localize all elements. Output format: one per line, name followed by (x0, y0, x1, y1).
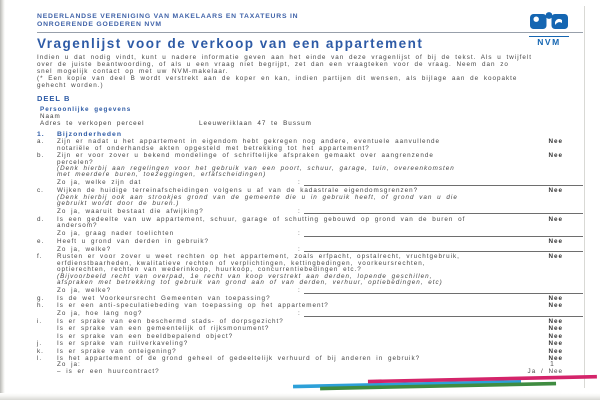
fill-in-line (304, 236, 583, 237)
question-letter: a. (37, 138, 45, 146)
question-note: met meerdere buren, toezeggingen, erfafscheidingen) (57, 171, 267, 179)
question-text: Is de wet Voorkeursrecht Gemeenten van toepassing? (57, 294, 271, 302)
organization-name-line2: ONROERENDE GOEDEREN NVM (37, 20, 162, 28)
question-text: Is er sprake van een beschermd stads- of dorpsgezicht? (57, 317, 284, 325)
question-list (37, 139, 583, 375)
followup-question: – is er een huurcontract? (57, 367, 160, 375)
question-text: Is er sprake van een gemeentelijk of rijksmonument? (57, 325, 270, 333)
question-text: andersom? (57, 222, 98, 230)
section-1-heading (37, 131, 583, 138)
page-number: 1 (550, 361, 554, 368)
scan-edge-bottom (0, 393, 600, 400)
followup-label: Zo ja, welke? (57, 245, 112, 253)
fill-in-line (304, 251, 583, 252)
answer-value: Nee (548, 253, 563, 261)
fill-in-line (304, 213, 583, 214)
followup-answer-value: Ja / Nee (527, 367, 563, 375)
followup-row (57, 247, 583, 254)
question-text: Is er sprake van ruilverkaveling? (57, 340, 189, 348)
address-value: Leeuweriklaan 47 te Bussum (199, 119, 312, 127)
answer-value: Nee (548, 317, 563, 325)
question-text: optierechten, rechten van wederinkoop, huurkoop, concurrentiebedingen etc.? (57, 266, 362, 274)
page-title: Vragenlijst voor de verkoop van een appartement (37, 36, 424, 51)
nvm-logo-icon (529, 10, 569, 32)
question-row-f (37, 254, 583, 294)
followup-label: Zo ja, hoe lang nog? (57, 310, 143, 318)
header-divider (37, 32, 583, 33)
followup-row (57, 180, 583, 187)
section-1-title: Bijzonderheden (57, 131, 122, 139)
question-row-h (37, 303, 583, 318)
name-label: Naam (40, 112, 61, 120)
question-text: erfdienstbaarheden, kwalitatieve rechten of verplichtingen, kettingbedingen, voorkeursrechten, (57, 259, 426, 267)
question-text: Wijken de huidige terreinafscheidingen volgens u af van de kadastrale eigendomsgrenzen? (57, 187, 419, 195)
followup-label: Zo ja, graag nader toelichten (57, 229, 175, 237)
question-letter: d. (37, 215, 45, 223)
scan-line-right (584, 6, 585, 388)
fill-in-line (304, 293, 583, 294)
question-letter: j. (37, 340, 43, 348)
followup-row (57, 311, 583, 318)
fill-in-line (304, 185, 583, 186)
question-note: gebruikt wordt door de buren.) (57, 199, 180, 207)
question-text: Is het appartement of de grond geheel of gedeeltelijk verhuurd of bij anderen in gebruik? (57, 354, 421, 362)
followup-question-row (57, 369, 583, 375)
followup-row (57, 209, 583, 216)
deel-b-heading: DEEL B (37, 94, 71, 103)
question-text: Is er sprake van een beeldbepalend object? (57, 332, 234, 340)
question-letter (37, 326, 57, 332)
intro-line: over de juiste beantwoording, of als u een vraag niet begrijpt, zet dan een vraagteken voor de vraag. Neem dan zo (37, 61, 509, 68)
organization-name-line1: NEDERLANDSE VERENIGING VAN MAKELAARS EN TAXATEURS IN (37, 13, 299, 20)
question-note: (Bijvoorbeeld recht van overpad, 1e recht van koop verstrekt aan derden, lopende geschillen, (57, 272, 433, 280)
question-row-e (37, 239, 583, 254)
followup-row (57, 288, 583, 295)
followup-label: Zo ja, welke zijn dat (57, 179, 142, 187)
question-row-b (37, 153, 583, 187)
answer-value: Nee (548, 138, 563, 146)
fill-in-line (304, 316, 583, 317)
followup-colon: : (298, 245, 301, 253)
answer-value: Nee (548, 187, 563, 195)
question-letter: e. (37, 237, 45, 245)
intro-line: (* Een kopie van deel B wordt verstrekt aan de koper en kan, indien partijen dit wensen, als bijlage aan de koopakte (37, 75, 518, 82)
followup-intro: Zo ja: (57, 361, 81, 369)
question-letter: h. (37, 302, 45, 310)
question-letter: i. (37, 317, 43, 325)
intro-line: Indien u dat nodig vindt, kunt u nadere informatie geven aan het einde van deze vragenlijst of bij de tekst. Als u twijfelt (37, 54, 532, 61)
question-text: notariële of onderhandse akten opgesteld met betrekking tot het appartement? (57, 144, 370, 152)
answer-value: Nee (548, 302, 563, 310)
question-text: Is er sprake van onteigening? (57, 347, 177, 355)
answer-value: Nee (548, 347, 563, 355)
answer-value: Nee (548, 294, 563, 302)
answer-value: Nee (548, 325, 563, 333)
question-row-j (37, 341, 583, 347)
question-letter: b. (37, 152, 45, 160)
answer-value: Nee (548, 340, 563, 348)
followup-label: Zo ja, waaruit bestaat die afwijking? (57, 207, 204, 215)
answer-value: Nee (548, 237, 563, 245)
followup-row (57, 231, 583, 238)
followup-colon: : (298, 179, 301, 187)
question-note: (Denk hierbij aan regelingen voor het gebruik van een poort, schuur, garage, tuin, overeenkomsten (57, 165, 455, 173)
address-label: Adres te verkopen perceel (40, 119, 145, 127)
followup-colon: : (298, 310, 301, 318)
followup-label: Zo ja, welke? (57, 286, 112, 294)
question-letter: g. (37, 294, 45, 302)
answer-value: Nee (548, 354, 563, 362)
followup-colon: : (298, 207, 301, 215)
question-letter: f. (37, 253, 43, 261)
question-row-c (37, 188, 583, 216)
question-text: Rusten er voor zover u weet rechten op het appartement, zoals erfpacht, opstalrecht, vruchtgebruik, (57, 253, 460, 261)
intro-line: gehecht worden.) (37, 82, 104, 89)
question-text: Is een gedeelte van uw appartement, schuur, garage of schutting gebouwd op grond van de buren of (57, 215, 466, 223)
question-letter: k. (37, 347, 44, 355)
address-row (40, 121, 583, 128)
personal-data-heading: Persoonlijke gegevens (40, 106, 132, 113)
question-text: Zijn er nadat u het appartement in eigendom hebt gekregen nog andere, eventuele aanvullende (57, 138, 441, 146)
question-text: percelen? (57, 158, 94, 166)
question-note: afspraken met betrekking tot gebruik van grond aan of van derden, verhuur, optiebedingen, etc) (57, 279, 443, 287)
question-text: Is er een anti-speculatiebeding van toepassing op het appartement? (57, 302, 329, 310)
nvm-logo (529, 10, 569, 47)
nvm-logo-text: NVM (529, 36, 569, 47)
scan-edge-left (0, 0, 5, 400)
intro-paragraph (37, 54, 583, 89)
question-text: Heeft u grond van derden in gebruik? (57, 237, 209, 245)
intro-line: snel mogelijk contact op met uw NVM-makelaar. (37, 68, 229, 75)
question-text: Zijn er voor zover u bekend mondelinge of schriftelijke afspraken gemaakt over aangrenzende (57, 152, 434, 160)
question-note: (Denk hierbij ook aan strookjes grond van de gemeente die u in gebruik heeft, of grond van u die (57, 193, 458, 201)
question-letter: l. (37, 354, 43, 362)
form-page (37, 13, 583, 375)
question-row-a (37, 139, 583, 152)
answer-value: Nee (548, 332, 563, 340)
question-letter: c. (37, 187, 44, 195)
personal-data-section (37, 107, 583, 127)
organization-name (37, 13, 583, 28)
question-row-d (37, 217, 583, 238)
followup-colon: : (298, 286, 301, 294)
section-1-number: 1. (37, 131, 45, 139)
question-row-l (37, 356, 583, 375)
followup-colon: : (298, 229, 301, 237)
question-row-i2 (37, 326, 583, 332)
answer-value: Nee (548, 152, 563, 160)
question-row-k (37, 349, 583, 355)
answer-value: Nee (548, 215, 563, 223)
